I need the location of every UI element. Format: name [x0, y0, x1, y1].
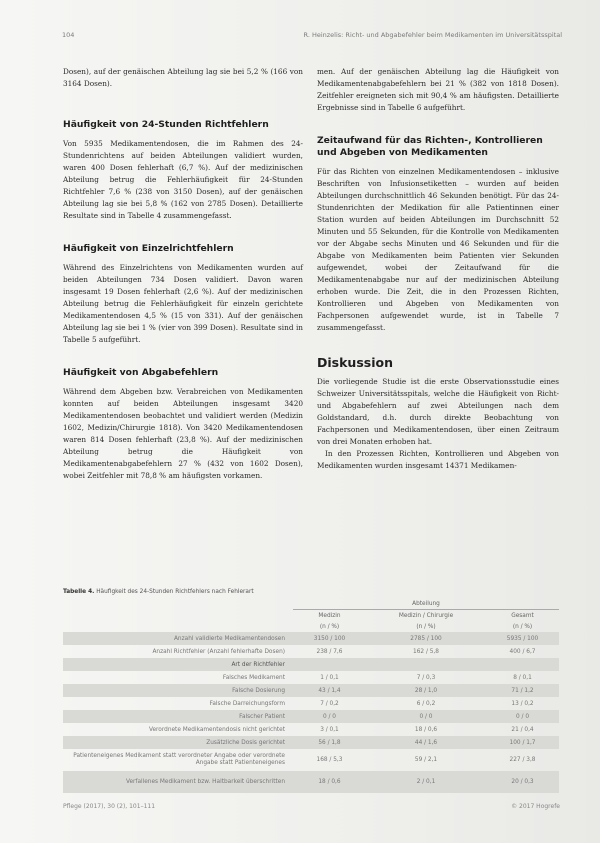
- running-head: [62, 31, 562, 39]
- table-row: Falsche Dosierung 43 / 1,4 28 / 1,0 71 / 1,2: [63, 684, 559, 697]
- paragraph: Von 5935 Medikamentendosen, die im Rahmen des 24-Stundenrichtens auf beiden Abteilungen validiert wurden, waren 400 Dosen fehlerhaft (6,7 %). Auf der medizinischen Abteilung betrug die Fehlerhäufigkeit für 24-Stunden Richtfehler 7,6 % (238 von 3150 Dosen), auf der genäischen Abteilung lag sie bei 5,8 % (162 von 2785 Dosen). Detaillierte Resultate sind in Tabelle 4 zusammengefasst.: [63, 139, 303, 220]
- table-row: Falscher Patient 0 / 0 0 / 0 0 / 0: [63, 710, 559, 723]
- section-heading: Häufigkeit von Einzelrichtfehlern: [63, 243, 234, 254]
- paragraph: Für das Richten von einzelnen Medikamentendosen – inklusive Beschriften von Infusionsetiketten – wurden auf beiden Abteilungen durchschnittlich 46 Sekunden benötigt. Für das 24-Stundenrichten der Medikation für alle Patientinnen einer Station wurden auf beiden Abteilungen im Durchschnitt 52 Minuten und 55 Sekunden, für die Kontrolle von Medikamenten vor der Abgabe sechs Minuten und 46 Sekunden und für die Abgabe von Medikamenten beim Patienten vier Sekunden aufgewendet, wobei der Zeitaufwand für die Medikamentenabgabe nur auf der medizinischen Abteilung erhoben wurde. Die Zeit, die in den Prozessen Richten, Kontrollieren und Abgeben von Medikamenten von Fachpersonen aufgewendet wurde, ist in Tabelle 7 zusammengefasst.: [317, 167, 559, 332]
- table-row: Verordnete Medikamentendosis nicht gerichtet 3 / 0,1 18 / 0,6 21 / 0,4: [148, 726, 534, 733]
- table-caption-text: Häufigkeit des 24-Stunden Richtfehlers nach Fehlerart: [96, 589, 254, 595]
- page-number: 104: [62, 31, 75, 39]
- table-caption: [63, 589, 559, 595]
- column-unit: (n / %): [512, 623, 533, 630]
- footer-copyright: © 2017 Hogrefe: [511, 803, 560, 810]
- footer-citation: Pflege (2017), 30 (2), 101–111: [63, 803, 156, 810]
- left-column: [63, 66, 303, 482]
- section-heading: Zeitaufwand für das Richten-, Kontrollieren und Abgeben von Medikamenten: [317, 135, 543, 158]
- table-row: Anzahl Richtfehler (Anzahl fehlerhafte Dosen) 238 / 7,6 162 / 5,8 400 / 6,7: [152, 648, 536, 655]
- right-column: [317, 66, 559, 472]
- column-header: Medizin / Chirurgie: [398, 612, 454, 619]
- table-4: [63, 589, 559, 793]
- section-heading: Häufigkeit von Abgabefehlern: [63, 367, 219, 378]
- paragraph: men. Auf der genäischen Abteilung lag die Häufigkeit von Medikamentenabgabefehlern bei 21 % (382 von 1818 Dosen). Zeitfehler ereigneten sich mit 90,4 % am häufigsten. Detaillierte Ergebnisse sind in Tabelle 6 aufgeführt.: [317, 67, 559, 112]
- table-row: Zusätzliche Dosis gerichtet 56 / 1,8 44 / 1,6 100 / 1,7: [63, 736, 559, 749]
- column-header: Medizin: [318, 612, 341, 619]
- table-row: Anzahl validierte Medikamentendosen 3150 / 100 2785 / 100 5935 / 100: [63, 632, 559, 645]
- table-row: Falsches Medikament 1 / 0,1 7 / 0,3 8 / 0,1: [222, 674, 532, 681]
- table-row: Verfallenes Medikament bzw. Haltbarkeit überschritten 18 / 0,6 2 / 0,1 20 / 0,3: [63, 771, 559, 793]
- table-caption-label: Tabelle 4.: [63, 589, 95, 595]
- table-row: Patienteneigenes Medikament statt verordneter Angabe oder verordnete Angabe statt Patienteneigenes 168 / 5,3 59 / 2,1 227 / 3,8: [73, 753, 536, 766]
- paragraph: Während des Einzelrichtens von Medikamenten wurden auf beiden Abteilungen 734 Dosen validiert. Davon waren insgesamt 19 Dosen fehlerhaft (2,6 %). Auf der medizinischen Abteilung betrug die Fehlerhäufigkeit für einzeln gerichtete Medikamentendosen 4,5 % (15 von 331). Auf der genäischen Abteilung lag sie bei 1 % (vier von 399 Dosen). Resultate sind in Tabelle 5 aufgeführt.: [63, 263, 303, 344]
- section-heading: Häufigkeit von 24-Stunden Richtfehlern: [63, 119, 269, 130]
- paragraph: Die vorliegende Studie ist die erste Observationsstudie eines Schweizer Universitätsspitals, welche die Häufigkeit von Richt- und Abgabefehlern auf zwei Abteilungen nach dem Goldstandard, d.h. durch direkte Beobachtung von Fachpersonen und Medikamentendosen, über einen Zeitraum von drei Monaten erhoben hat.: [317, 377, 559, 446]
- table-row: Falsche Darreichungsform 7 / 0,2 6 / 0,2 13 / 0,2: [209, 700, 534, 707]
- paragraph: In den Prozessen Richten, Kontrollieren und Abgeben von Medikamenten wurden insgesamt 14371 Medikamen-: [317, 449, 559, 470]
- column-unit: (n / %): [319, 623, 340, 630]
- paragraph: Dosen), auf der genäischen Abteilung lag sie bei 5,2 % (166 von 3164 Dosen).: [63, 67, 303, 88]
- column-unit: (n / %): [416, 623, 436, 630]
- data-table: [63, 598, 559, 793]
- running-title: R. Heinzelis: Richt- und Abgabefehler beim Medikamenten im Universitätsspital: [303, 31, 562, 39]
- group-header: Abteilung: [293, 598, 559, 610]
- column-header: Gesamt: [511, 612, 534, 619]
- table-row: Art der Richtfehler: [63, 658, 559, 671]
- page-footer: [63, 803, 560, 810]
- section-heading: Diskussion: [317, 355, 393, 370]
- paragraph: Während dem Abgeben bzw. Verabreichen von Medikamenten konnten auf beiden Abteilungen insgesamt 3420 Medikamentendosen beobachtet und validiert werden (Medizin 1602, Medizin/Chirurgie 1818). Von 3420 Medikamentendosen waren 814 Dosen fehlerhaft (23,8 %). Auf der medizinischen Abteilung betrug die Häufigkeit von Medikamentenabgabefehlern 27 % (432 von 1602 Dosen), wobei Zeitfehler mit 78,8 % am häufigsten vorkamen.: [63, 387, 303, 480]
